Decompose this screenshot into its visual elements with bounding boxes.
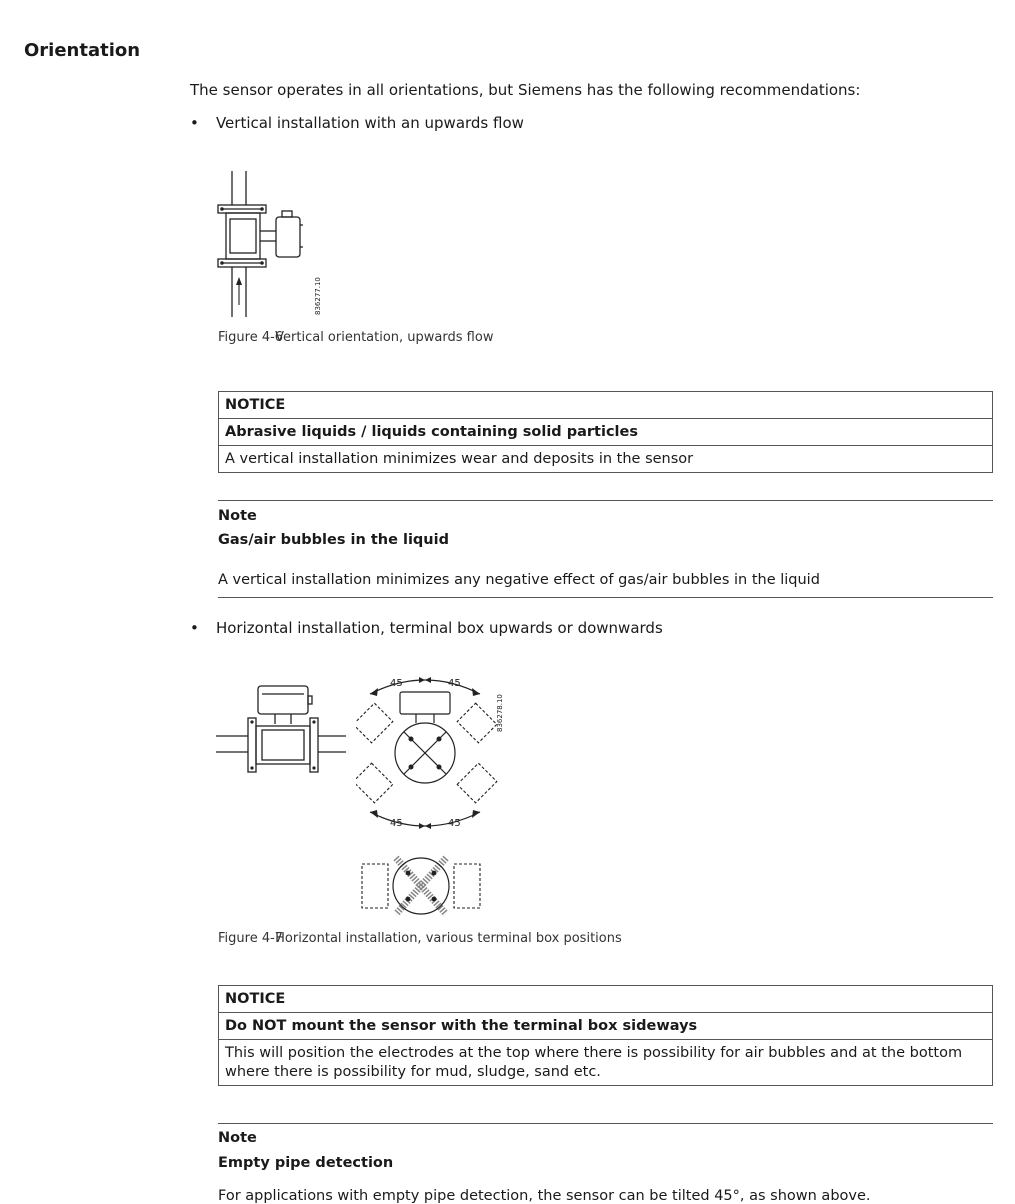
figure-caption	[218, 330, 493, 345]
bullet-text: Horizontal installation, terminal box upwards or downwards	[215, 619, 663, 637]
vertical-orientation-figure	[210, 165, 330, 325]
bullet-text: Vertical installation with an upwards flow	[215, 114, 524, 132]
angle-label: 45	[390, 818, 403, 829]
sideways-not-allowed-figure	[356, 852, 486, 920]
horizontal-side-view-figure	[214, 680, 349, 780]
notice-title: Do NOT mount the sensor with the terminal box sideways	[219, 1013, 992, 1040]
section-title: Orientation	[24, 40, 141, 61]
note-bottom-rule	[218, 597, 993, 598]
note-body: A vertical installation minimizes any negative effect of gas/air bubbles in the liquid	[218, 572, 820, 588]
note-heading: Note	[218, 508, 257, 524]
note-top-rule	[218, 500, 993, 501]
notice-heading: NOTICE	[219, 986, 992, 1013]
note-heading: Note	[218, 1130, 257, 1146]
intro-paragraph: The sensor operates in all orientations, but Siemens has the following recommendations:	[190, 81, 861, 99]
drawing-id-label: 836277.10	[314, 277, 322, 315]
note-title: Gas/air bubbles in the liquid	[218, 532, 449, 548]
bullet-marker: •	[190, 114, 199, 132]
note-body: For applications with empty pipe detection, the sensor can be tilted 45°, as shown above.	[218, 1188, 871, 1204]
notice-box	[218, 391, 993, 473]
note-title: Empty pipe detection	[218, 1155, 394, 1171]
bullet-item	[190, 113, 524, 133]
angle-label: 45	[448, 818, 461, 829]
note-top-rule	[218, 1123, 993, 1124]
angle-label: 45	[390, 678, 403, 689]
notice-body: A vertical installation minimizes wear and deposits in the sensor	[225, 451, 694, 467]
notice-title: Abrasive liquids / liquids containing solid particles	[219, 419, 992, 446]
notice-body: This will position the electrodes at the top where there is possibility for air bubbles and at the bottom where there is possibility for mud, sludge, sand etc.	[225, 1045, 963, 1080]
notice-heading: NOTICE	[219, 392, 992, 419]
figure-caption-text: Vertical orientation, upwards flow	[275, 330, 494, 345]
bullet-item	[190, 618, 663, 638]
drawing-id-label: 836278.10	[496, 694, 504, 732]
figure-number: Figure 4-6	[218, 330, 284, 345]
figure-caption	[218, 931, 622, 946]
bullet-marker: •	[190, 619, 199, 637]
figure-number: Figure 4-7	[218, 931, 284, 946]
notice-box	[218, 985, 993, 1086]
figure-caption-text: Horizontal installation, various terminal box positions	[275, 931, 622, 946]
angle-label: 45	[448, 678, 461, 689]
horizontal-end-view-figure	[356, 670, 506, 830]
